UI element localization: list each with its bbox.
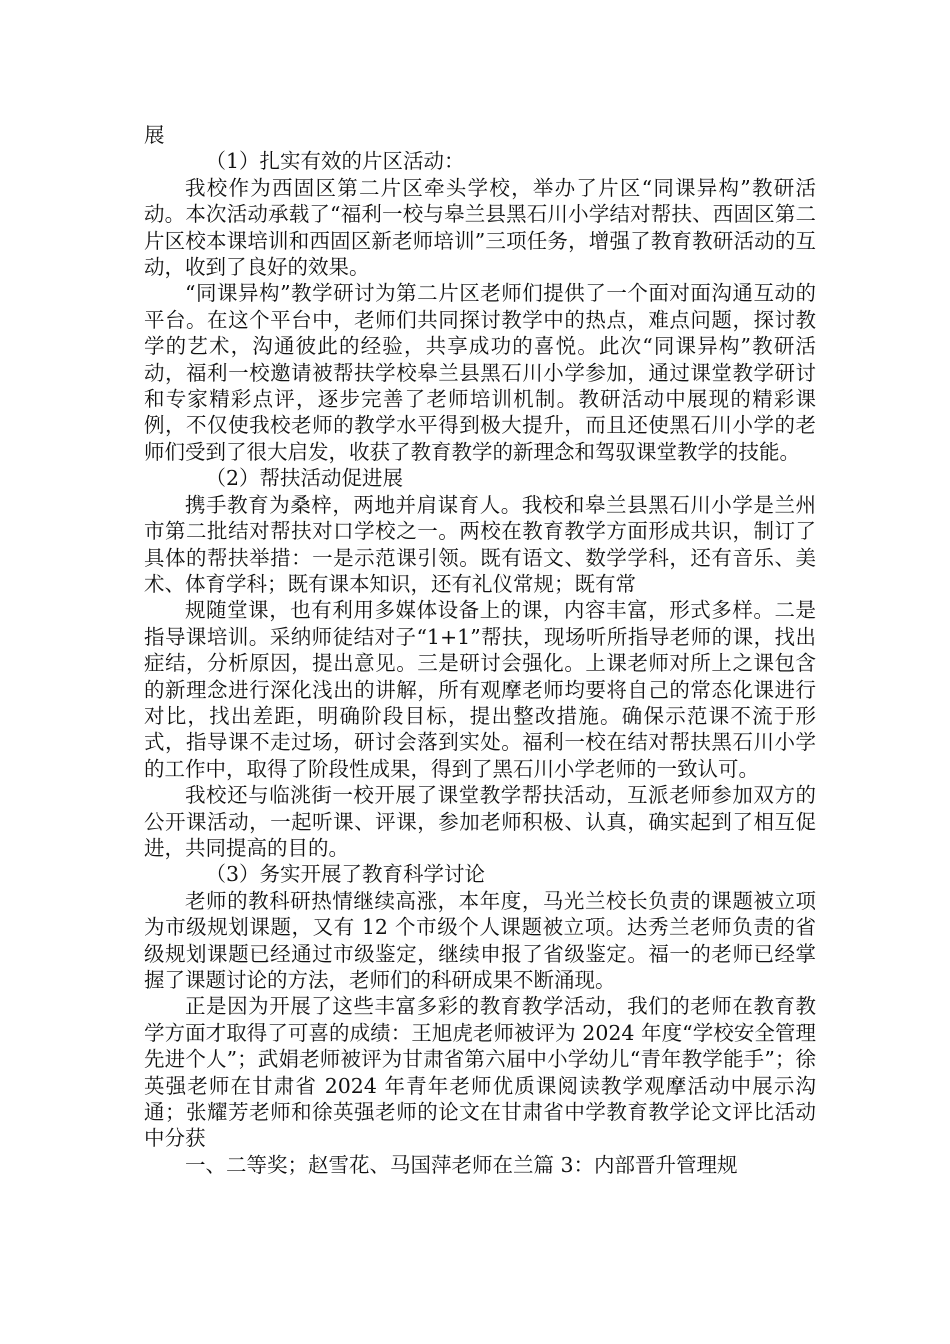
section-heading-3: （3）务实开展了教育科学讨论 xyxy=(205,862,486,887)
paragraph: 一、二等奖；赵雪花、马国萍老师在兰篇 3：内部晋升管理规 xyxy=(185,1152,738,1177)
paragraph: 携手教育为桑梓，两地并肩谋育人。我校和皋兰县黑石川小学是兰州市第二批结对帮扶对口学校之一。两校在教育教学方面形成共识，制订了具体的帮扶举措：一是示范课引领。既有语文、数学学科，还有音乐、美术、体育学科；既有课本知识，还有礼仪常规；既有常 xyxy=(144,492,816,596)
paragraph: 规随堂课，也有利用多媒体设备上的课，内容丰富，形式多样。二是指导课培训。采纳师徒结对子“1+1”帮扶，现场听所指导老师的课，找出症结，分析原因，提出意见。三是研讨会强化。上课老师对所上之课包含的新理念进行深化浅出的讲解，所有观摩老师均要将自己的常态化课进行对比，找出差距，明确阶段目标，提出整改措施。确保示范课不流于形式，指导课不走过场，研讨会落到实处。福利一校在结对帮扶黑石川小学的工作中，取得了阶段性成果，得到了黑石川小学老师的一致认可。 xyxy=(144,598,816,781)
paragraph: “同课异构”教学研讨为第二片区老师们提供了一个面对面沟通互动的平台。在这个平台中，老师们共同探讨教学中的热点，难点问题，探讨教学的艺术，沟通彼此的经验，共享成功的喜悦。此次“同课异构”教研活动，福利一校邀请被帮扶学校皋兰县黑石川小学参加，通过课堂教学研讨和专家精彩点评，逐步完善了老师培训机制。教研活动中展现的精彩课例，不仅使我校老师的教学水平得到极大提升，而且还使黑石川小学的老师们受到了很大启发，收获了教育教学的新理念和驾驭课堂教学的技能。 xyxy=(144,281,816,464)
paragraph: 老师的教科研热情继续高涨，本年度，马光兰校长负责的课题被立项为市级规划课题，又有 12 个市级个人课题被立项。达秀兰老师负责的省级规划课题已经通过市级鉴定，继续申报了省级鉴定。福一的老师已经掌握了课题讨论的方法，老师们的科研成果不断涌现。 xyxy=(144,888,816,992)
paragraph: 我校还与临洮街一校开展了课堂教学帮扶活动，互派老师参加双方的公开课活动，一起听课、评课，参加老师积极、认真，确实起到了相互促进，共同提高的目的。 xyxy=(144,783,816,860)
section-heading-1: （1）扎实有效的片区活动： xyxy=(205,149,465,174)
paragraph: 我校作为西固区第二片区牵头学校，举办了片区“同课异构”教研活动。本次活动承载了“福利一校与皋兰县黑石川小学结对帮扶、西固区第二片区校本课培训和西固区新老师培训”三项任务，增强了教育教研活动的互动，收到了良好的效果。 xyxy=(144,175,816,280)
section-heading-2: （2）帮扶活动促进展 xyxy=(205,466,404,491)
paragraph-continuation: 展 xyxy=(144,123,165,147)
paragraph: 正是因为开展了这些丰富多彩的教育教学活动，我们的老师在教育教学方面才取得了可喜的成绩：王旭虎老师被评为 2024 年度“学校安全管理先进个人”；武娟老师被评为甘肃省第六届中小学幼儿“青年教学能手”；徐英强老师在甘肃省 2024 年青年老师优质课阅读教学观摩活动中展示沟通；张耀芳老师和徐英强老师的论文在甘肃省中学教育教学论文评比活动中分获 xyxy=(144,994,816,1151)
document-body xyxy=(144,122,816,1178)
